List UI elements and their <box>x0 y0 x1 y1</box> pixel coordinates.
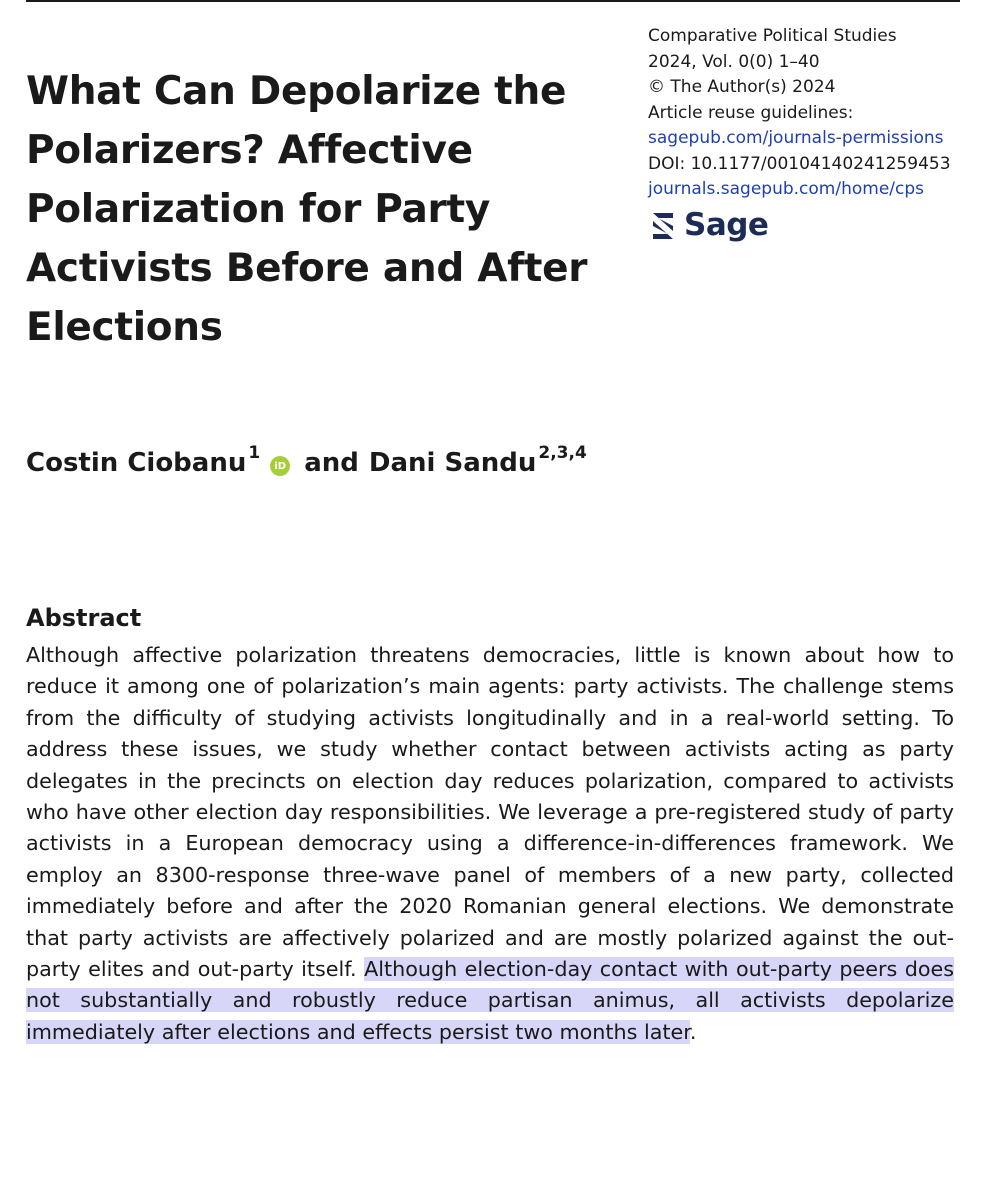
abstract-heading: Abstract <box>26 604 142 632</box>
author-conjunction: and <box>304 448 359 478</box>
author-name: Dani Sandu <box>368 448 537 478</box>
abstract-text-main: Although affective polarization threatens democracies, little is known about how to reduce it among one of polarization’s main agents: party activists. The challenge stems from the difficulty of studying activists longitudinally and in a real-world setting. To address these issues, we study whether contact between activists acting as party delegates in the precincts on election day reduces polarization, compared to activists who have other election day responsibilities. We leverage a pre-registered study of party activists in a European democracy using a difference-in-differences framework. We employ an 8300-response three-wave panel of members of a new party, collected immediately before and after the 2020 Romanian general elections. We demonstrate that party activists are affectively polarized and are mostly polarized against the out-party elites and out-party itself. <box>26 643 954 982</box>
paper-title: What Can Depolarize the Polarizers? Affective Polarization for Party Activists Before and After Elections <box>26 69 588 350</box>
copyright-notice: © The Author(s) 2024 <box>648 77 836 97</box>
journal-info <box>648 24 968 243</box>
author-line <box>26 443 587 478</box>
author-affiliation: 1 <box>248 443 261 463</box>
reuse-label: Article reuse guidelines: <box>648 102 854 123</box>
publisher-logo <box>648 206 968 243</box>
doi: DOI: 10.1177/00104140241259453 <box>648 153 951 174</box>
permissions-link[interactable]: sagepub.com/journals-permissions <box>648 128 944 148</box>
abstract-text <box>26 640 954 1048</box>
author-affiliation: 2,3,4 <box>538 443 587 463</box>
journal-name: Comparative Political Studies <box>648 26 897 46</box>
sage-s-icon <box>648 209 678 243</box>
publisher-name: Sage <box>684 206 769 243</box>
author-name: Costin Ciobanu <box>26 448 247 478</box>
top-rule <box>26 0 960 2</box>
journal-home-link[interactable]: journals.sagepub.com/home/cps <box>648 179 925 199</box>
abstract-text-end: . <box>689 1019 697 1044</box>
journal-volume: 2024, Vol. 0(0) 1–40 <box>648 51 820 72</box>
abstract-highlight: Although election-day contact with out-party peers does not substantially and robustly reduce partisan animus, all activists depolarize immediately after elections and effects persist two months later <box>26 957 955 1044</box>
orcid-icon[interactable]: iD <box>270 456 290 476</box>
